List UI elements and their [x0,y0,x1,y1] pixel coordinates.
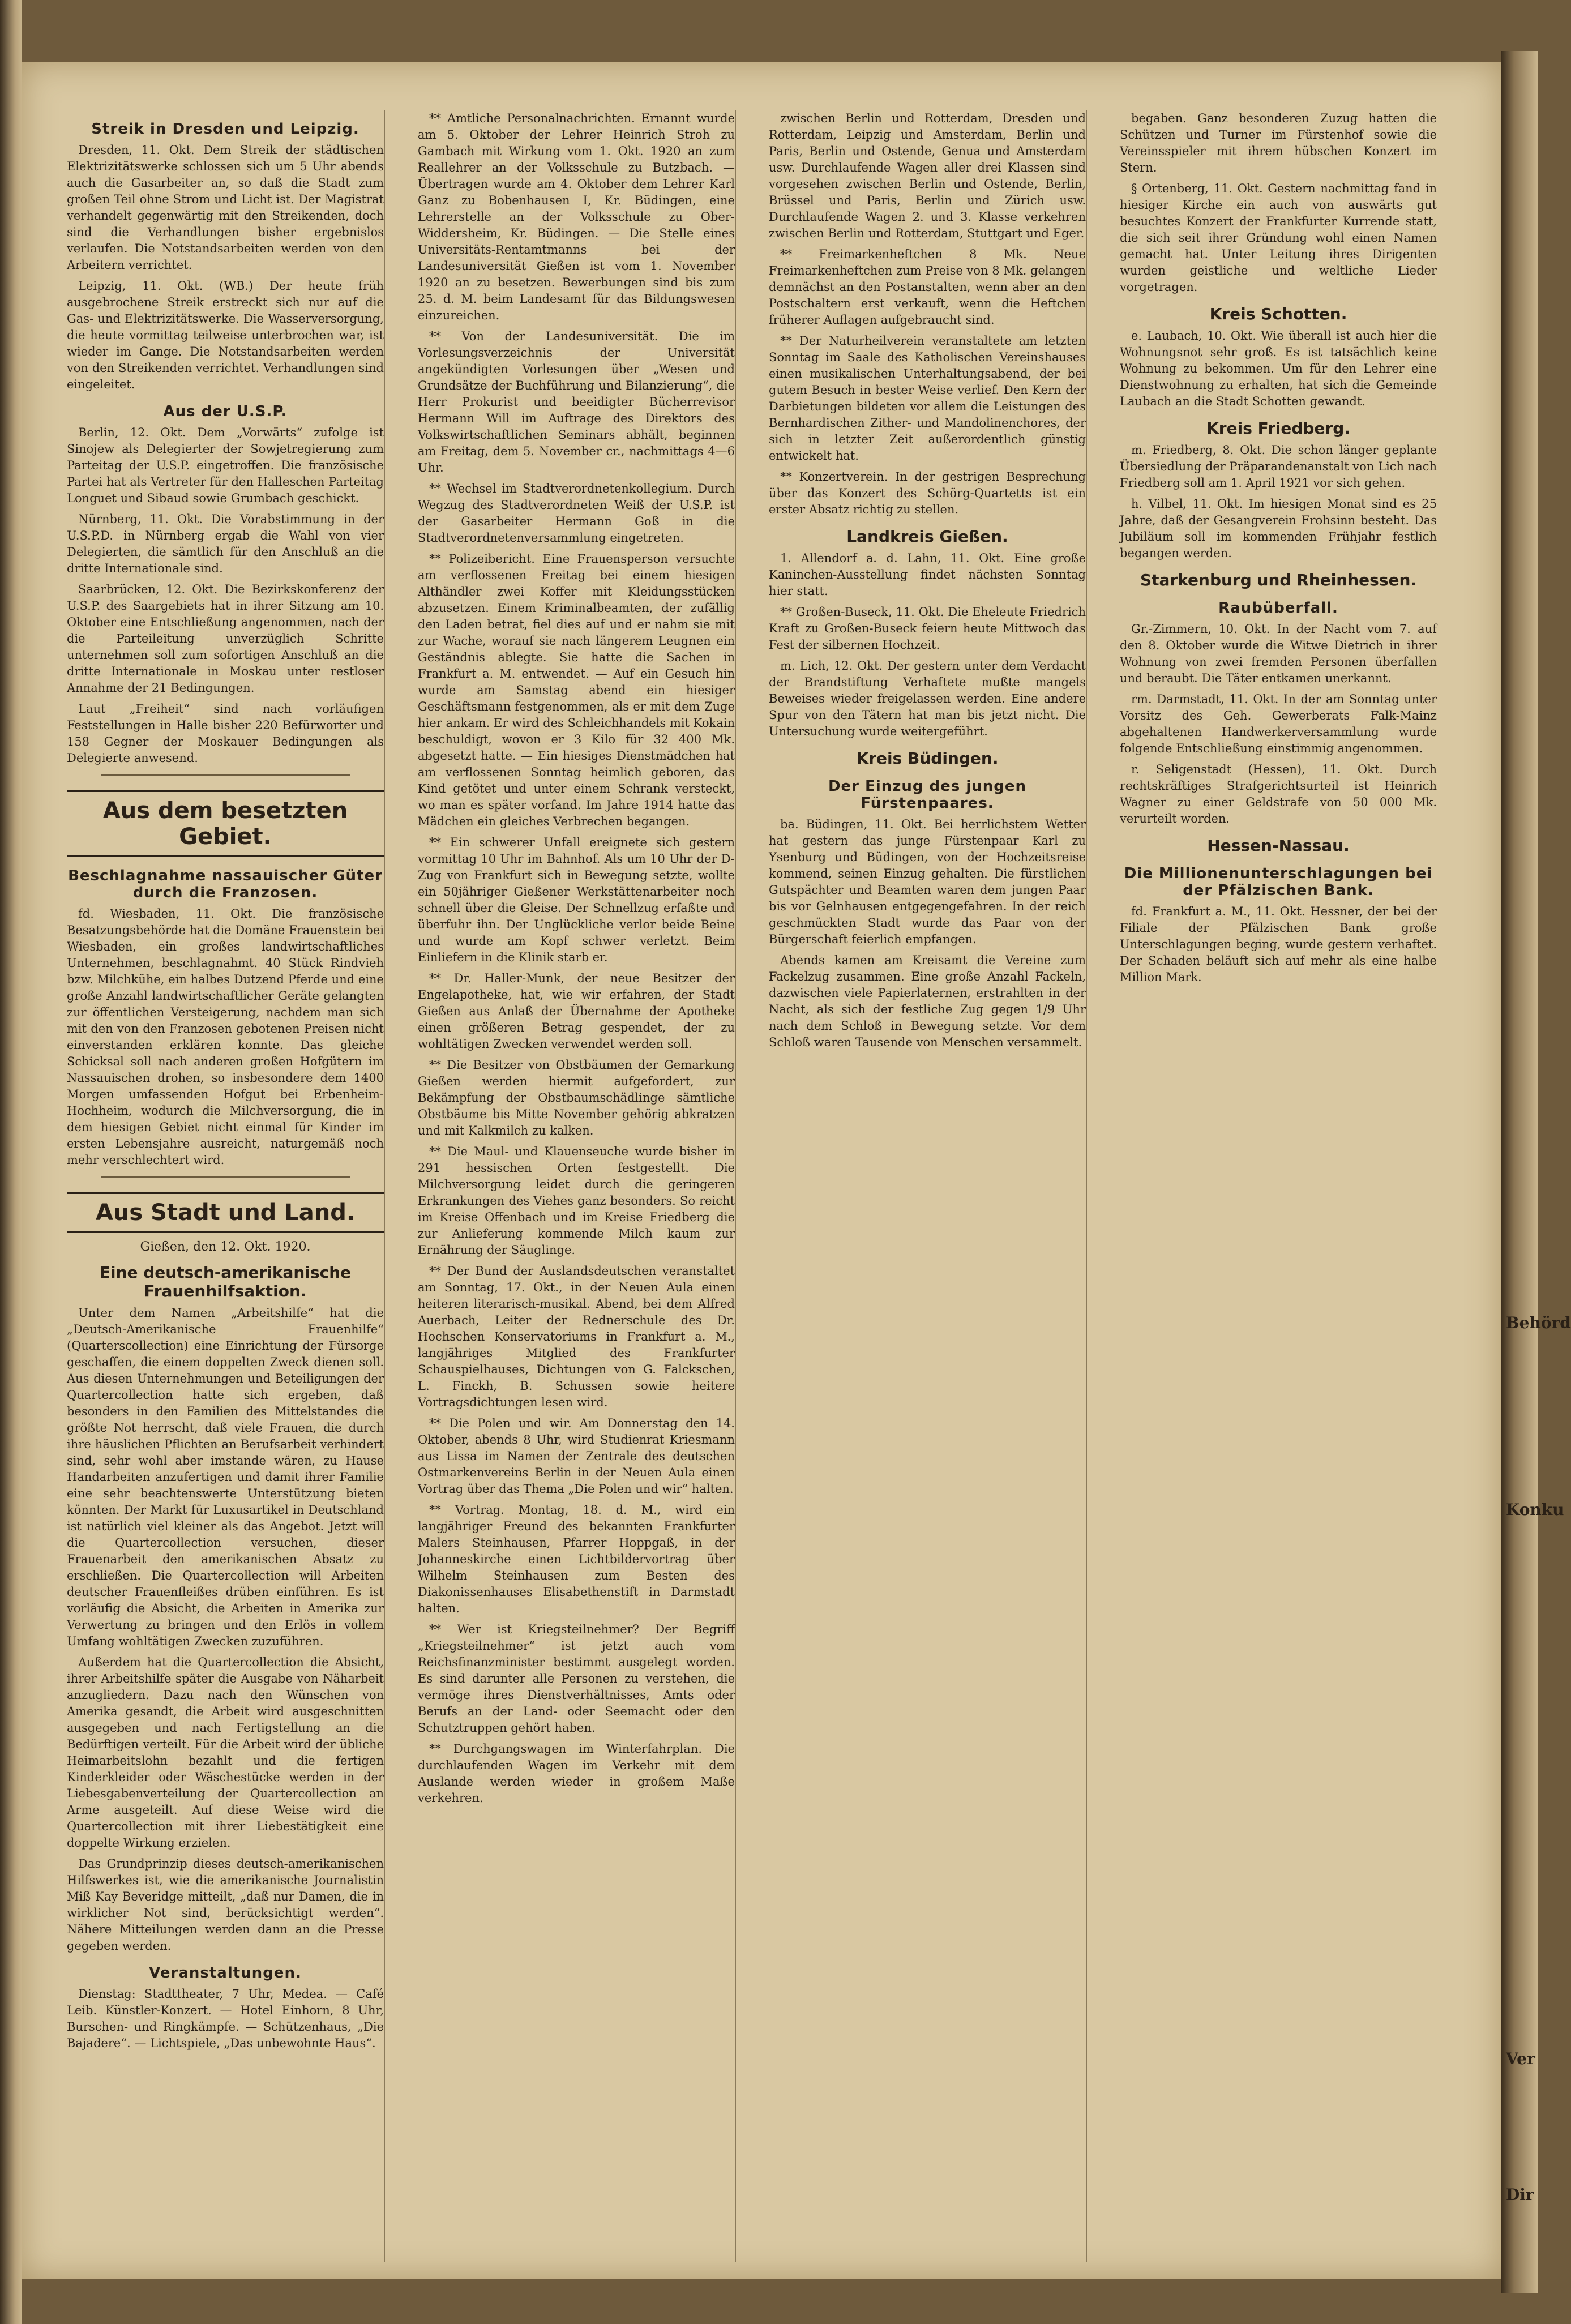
article-paragraph: ** Von der Landesuniversität. Die im Vorlesungsverzeichnis der Universität angekündigten Vorlesungen über „Wesen und Grundsätze der Buchführung und Bilanzierung“, die Herr Prokurist und beeidigter Bücherrevisor Hermann Will im Auftrage des Direktors des Volkswirtschaftlichen Seminars abhält, beginnen am Freitag, dem 5. November cr., nachmittags 4—6 Uhr. [418,329,735,474]
subsection-heading: Kreis Friedberg. [1206,419,1350,438]
subsection-heading: Kreis Schotten. [1209,305,1347,323]
article-paragraph: rm. Darmstadt, 11. Okt. In der am Sonntag unter Vorsitz des Geh. Gewerberats Falk-Mainz abgehaltenen Handwerkerversammlung wurde folgende Entschließung einstimmig angenommen. [1120,692,1437,755]
article-paragraph: ** Dr. Haller-Munk, der neue Besitzer der Engelapotheke, hat, wie wir erfahren, der Stadt Gießen aus Anlaß der Übernahme der Apotheke einen größeren Betrag gespendet, der zu wohltätigen Zwecken verwendet werden soll. [418,971,735,1051]
article-paragraph: m. Lich, 12. Okt. Der gestern unter dem Verdacht der Brandstiftung Verhaftete mußte mangels Beweises wieder freigelassen werden. Eine andere Spur von den Tätern hat man bis jetzt nicht. Die Untersuchung wurde weitergeführt. [769,659,1086,738]
column-divider [101,1176,350,1178]
article-paragraph: ** Amtliche Personalnachrichten. Ernannt wurde am 5. Oktober der Lehrer Heinrich Stroh zu Gambach mit Wirkung vom 1. Okt. 1920 an zum Reallehrer an der Volksschule zu Butzbach. — Übertragen wurde am 4. Oktober dem Lehrer Karl Ganz zu Bobenhausen I, Kr. Büdingen, eine Lehrerstelle an der Volksschule zu Ober-Widdersheim, Kr. Büdingen. — Die Stelle eines Universitäts-Rentamtmanns bei der Landesuniversität Gießen ist vom 1. November 1920 an zu besetzen. Bewerbungen sind bis zum 25. d. M. beim Landesamt für das Bildungswesen einzureichen. [418,112,735,322]
article-paragraph: Berlin, 12. Okt. Dem „Vorwärts“ zufolge ist Sinojew als Delegierter der Sowjetregierung zum Parteitag der U.S.P. eingetroffen. Die französische Partei hat als Vertreter für den Halleschen Parteitag Longuet und Sibaud sowie Grumbach geschickt. [67,426,384,505]
article-headline: Veranstaltungen. [149,1965,302,1981]
scan-left-edge [0,0,22,2324]
columns-container [67,110,1448,2262]
article-headline: Streik in Dresden und Leipzig. [91,121,359,138]
article-paragraph: ** Großen-Buseck, 11. Okt. Die Eheleute Friedrich Kraft zu Großen-Buseck feiern heute Mittwoch das Fest der silbernen Hochzeit. [769,605,1086,652]
article-paragraph: ** Polizeibericht. Eine Frauensperson versuchte am verflossenen Freitag bei einem hiesigen Althändler zwei Koffer mit Kleidungsstücken abzusetzen. Einem Kriminalbeamten, der zufällig den Laden betrat, fiel dies auf und er nahm sie mit zur Wache, worauf sie nach längerem Leugnen ein Geständnis ablegte. Sie hatte die Sachen in Frankfurt a. M. entwendet. — Auf ein Gesuch hin wurde am Samstag abend ein hiesiger Geschäftsmann festgenommen, als er mit dem Zuge hier ankam. Er wird des Schleichhandels mit Kokain beschuldigt, wovon er 3 Kilo für 32 400 Mk. abgesetzt hatte. — Ein hiesiges Dienstmädchen hat am verflossenen Sonntag heimlich geboren, das Kind getötet und unter einem Schrank versteckt, wo man es später vorfand. Im Jahre 1914 hatte das Mädchen ein gleiches Verbrechen begangen. [418,552,735,828]
adjacent-page-fragment: Dir [1506,2185,1534,2204]
article-paragraph: Dresden, 11. Okt. Dem Streik der städtischen Elektrizitätswerke schlossen sich um 5 Uhr abends auch die Gasarbeiter an, so daß die Stadt zum großen Teil ohne Strom und Licht ist. Der Magistrat verhandelt gegenwärtig mit den Streikenden, doch sind die Verhandlungen bisher ergebnislos verlaufen. Die Notstandsarbeiten werden von den Arbeitern verrichtet. [67,143,384,272]
article-paragraph: ** Konzertverein. In der gestrigen Besprechung über das Konzert des Schörg-Quartetts ist ein erster Absatz richtig zu stellen. [769,470,1086,516]
article-paragraph: ** Die Polen und wir. Am Donnerstag den 14. Oktober, abends 8 Uhr, wird Studienrat Kriesmann aus Lissa im Namen der Zentrale des deutschen Ostmarkenvereins Berlin in der Neuen Aula einen Vortrag über das Thema „Die Polen und wir“ halten. [418,1416,735,1496]
article-paragraph: r. Seligenstadt (Hessen), 11. Okt. Durch rechtskräftiges Strafgerichtsurteil ist Heinrich Wagner zu einer Geldstrafe von 50 000 Mk. verurteilt worden. [1120,763,1437,825]
article-paragraph: Gr.-Zimmern, 10. Okt. In der Nacht vom 7. auf den 8. Oktober wurde die Witwe Dietrich in ihrer Wohnung von zwei fremden Personen überfallen und beraubt. Die Täter entkamen unerkannt. [1120,622,1437,685]
subsection-heading: Starkenburg und Rheinhessen. [1140,571,1417,589]
section-heading: Aus Stadt und Land. [67,1192,384,1233]
article-paragraph: ** Vortrag. Montag, 18. d. M., wird ein langjähriger Freund des bekannten Frankfurter Malers Steinhausen, Pfarrer Hoppgaß, in der Johanneskirche einen Lichtbildervortrag über Wilhelm Steinhausen zum Besten des Diakonissenhauses Elisabethenstift in Darmstadt halten. [418,1503,735,1615]
article-paragraph: e. Laubach, 10. Okt. Wie überall ist auch hier die Wohnungsnot sehr groß. Es ist tatsächlich keine Wohnung zu bekommen. Um für den Lehrer eine Dienstwohnung zu erhalten, hat sich die Gemeinde Laubach an die Stadt Schotten gewandt. [1120,329,1437,408]
article-paragraph: ba. Büdingen, 11. Okt. Bei herrlichstem Wetter hat gestern das junge Fürstenpaar Karl zu Ysenburg und Büdingen, von der Hochzeitsreise kommend, seinen Einzug gehalten. Die fürstlichen Gutspächter und Beamten waren dem jungen Paar bis vor Gelnhausen entgegengefahren. In der reich geschmückten Stadt wurde das Paar von der Bürgerschaft feierlich empfangen. [769,818,1086,946]
article-paragraph: ** Die Maul- und Klauenseuche wurde bisher in 291 hessischen Orten festgestellt. Die Milchversorgung leidet durch die geringeren Erkrankungen des Viehes ganz besonders. So reicht im Kreise Offenbach und im Kreise Friedberg die zur Anlieferung kommende Milch kaum zur Ernährung der Säuglinge. [418,1145,735,1257]
dateline: Gießen, den 12. Okt. 1920. [140,1240,311,1254]
article-headline: Der Einzug des jungen Fürstenpaares. [828,778,1027,812]
article-paragraph: Dienstag: Stadttheater, 7 Uhr, Medea. — Café Leib. Künstler-Konzert. — Hotel Einhorn, 8 Uhr, Burschen- und Ringkämpfe. — Schützenhaus, „Die Bajadere“. — Lichtspiele, „Das unbewohnte Haus“. [67,1987,384,2050]
article-paragraph: zwischen Berlin und Rotterdam, Dresden und Rotterdam, Leipzig und Amsterdam, Berlin und Paris, Berlin und Ostende, Genua und Amsterdam usw. Durchlaufende Wagen aller drei Klassen sind vorgesehen zwischen Berlin und Ostende, Berlin, Brüssel und Paris, Berlin und Zürich usw. Durchlaufende Wagen 2. und 3. Klasse verkehren zwischen Berlin und Rotterdam, Stuttgart und Eger. [769,112,1086,240]
adjacent-page-fragment: Ver [1506,2049,1535,2068]
article-paragraph: fd. Wiesbaden, 11. Okt. Die französische Besatzungsbehörde hat die Domäne Frauenstein bei Wiesbaden, ein großes landwirtschaftliches Unternehmen, beschlagnahmt. 40 Stück Rindvieh bzw. Milchkühe, ein halbes Dutzend Pferde und eine große Anzahl landwirtschaftlicher Geräte gelangten zur öffentlichen Versteigerung, nachdem man sich mit den von den Franzosen gebotenen Preisen nicht einverstanden erklären konnte. Das gleiche Schicksal soll nach anderen großen Hofgütern im Nassauischen drohen, so insbesondere dem 1400 Morgen umfassenden Hofgut bei Erbenheim-Hochheim, wodurch die Milchversorgung, die in dem hiesigen Gebiet nicht einmal für Kinder im ersten Lebensjahre ausreicht, naturgemäß noch mehr verschlechtert wird. [67,907,384,1167]
subsection-heading: Landkreis Gießen. [846,527,1008,546]
article-headline: Raubüberfall. [1218,600,1338,617]
article-paragraph: Leipzig, 11. Okt. (WB.) Der heute früh ausgebrochene Streik erstreckt sich nur auf die Gas- und Elektrizitätswerke. Die Wasserversorgung, die heute vormittag teilweise unterbrochen war, ist wieder im Gange. Die Notstandsarbeiten werden von den Streikenden verrichtet. Verhandlungen sind eingeleitet. [67,279,384,391]
article-paragraph: ** Wer ist Kriegsteilnehmer? Der Begriff „Kriegsteilnehmer“ ist jetzt auch vom Reichsfinanzminister bestimmt ausgelegt worden. Es sind darunter alle Personen zu verstehen, die vermöge ihres Dienstverhältnisses, Amts oder Berufs an der Land- oder Seemacht oder den Schutztruppen gehört haben. [418,1623,735,1735]
subsection-heading: Kreis Büdingen. [856,749,999,768]
column-divider [101,774,350,776]
column-1 [67,110,385,2262]
article-paragraph: Außerdem hat die Quartercollection die Absicht, ihrer Arbeitshilfe später die Ausgabe von Näharbeit anzugliedern. Dazu nach den Wünschen von Amerika gesandt, die Arbeit wird ausgeschnitten ausgegeben und nach Fertigstellung an die Bedürftigen verteilt. Für die Arbeit wird der übliche Heimarbeitslohn bezahlt und die fertigen Kinderkleider oder Wäschestücke werden in der Liebesgabenverteilung der Quartercollection an Arme ausgeteilt. Auf diese Weise wird die Quartercollection mit ihrer Liebestätigkeit eine doppelte Wirkung erzielen. [67,1655,384,1850]
article-paragraph: Unter dem Namen „Arbeitshilfe“ hat die „Deutsch-Amerikanische Frauenhilfe“ (Quarterscollection) eine Einrichtung der Fürsorge geschaffen, die einem doppelten Zweck dienen soll. Aus diesen Unternehmungen und Beteiligungen der Quartercollection hatte sich ergeben, daß besonders in den Familien des Mittelstandes die größte Not herrscht, daß viele Frauen, die durch ihre häuslichen Pflichten an Berufsarbeit verhindert sind, sehr wohl aber imstande wären, zu Hause Handarbeiten anzufertigen und damit ihrer Familie eine sehr beachtenswerte Unterstützung bieten könnten. Der Markt für Luxusartikel in Deutschland ist natürlich viel kleiner als das Angebot. Jetzt will die Quartercollection versuchen, dieser Frauenarbeit den amerikanischen Absatz zu erschließen. Die Quartercollection will Arbeiten deutscher Frauenfleißes drüben einführen. Es ist vorläufig die Absicht, die Arbeiten in Amerika zur Verwertung zu bringen und den Erlös in vollem Umfang wohltätigen Zwecken zuzuführen. [67,1306,384,1648]
section-heading: Aus dem besetzten Gebiet. [67,790,384,857]
column-2 [418,110,736,2262]
adjacent-page-edge [1501,51,1571,2293]
article-paragraph: m. Friedberg, 8. Okt. Die schon länger geplante Übersiedlung der Präparandenanstalt von Lich nach Friedberg soll am 1. April 1921 vor sich gehen. [1120,443,1437,490]
article-paragraph: Laut „Freiheit“ sind nach vorläufigen Feststellungen in Halle bisher 220 Befürworter und 158 Gegner der Moskauer Bedingungen als Delegierte anwesend. [67,702,384,765]
article-paragraph: 1. Allendorf a. d. Lahn, 11. Okt. Eine große Kaninchen-Ausstellung findet nächsten Sonntag hier statt. [769,551,1086,598]
article-paragraph: begaben. Ganz besonderen Zuzug hatten die Schützen und Turner im Fürstenhof sowie die Vereinsspieler mit ihrem hübschen Konzert im Stern. [1120,112,1437,174]
article-paragraph: h. Vilbel, 11. Okt. Im hiesigen Monat sind es 25 Jahre, daß der Gesangverein Frohsinn besteht. Das Jubiläum soll im kommenden Frühjahr festlich begangen werden. [1120,497,1437,560]
article-paragraph: ** Freimarkenheftchen 8 Mk. Neue Freimarkenheftchen zum Preise von 8 Mk. gelangen demnächst an den Postanstalten, wenn aber an den Postschaltern erst verkauft, wenn die Heftchen früherer Auflagen aufgebraucht sind. [769,247,1086,327]
column-3 [769,110,1087,2262]
article-paragraph: Abends kamen am Kreisamt die Vereine zum Fackelzug zusammen. Eine große Anzahl Fackeln, dazwischen viele Papierlaternen, erstrahlten in der Nacht, als sich der festliche Zug gegen 1/9 Uhr nach dem Schloß in Bewegung setzte. Vor dem Schloß waren Tausende von Menschen versammelt. [769,953,1086,1049]
subsection-heading: Eine deutsch-amerikanische Frauenhilfsaktion. [99,1263,352,1300]
article-paragraph: Saarbrücken, 12. Okt. Die Bezirkskonferenz der U.S.P. des Saargebiets hat in ihrer Sitzung am 10. Oktober eine Entschließung angenommen, nach der die Parteileitung unverzüglich Schritte unternehmen soll zum sofortigen Anschluß an die dritte Internationale in Moskau unter restloser Annahme der 21 Bedingungen. [67,583,384,695]
article-headline: Die Millionenunterschlagungen bei der Pfälzischen Bank. [1124,865,1433,899]
article-paragraph: fd. Frankfurt a. M., 11. Okt. Hessner, der bei der Filiale der Pfälzischen Bank große Unterschlagungen beging, wurde gestern verhaftet. Der Schaden beläuft sich auf mehr als eine halbe Million Mark. [1120,905,1437,984]
article-paragraph: Das Grundprinzip dieses deutsch-amerikanischen Hilfswerkes ist, wie die amerikanische Journalistin Miß Kay Beveridge mitteilt, „daß nur Damen, die in wirklicher Not sind, berücksichtigt werden“. Nähere Mitteilungen werden dann an die Presse gegeben werden. [67,1857,384,1953]
article-paragraph: ** Ein schwerer Unfall ereignete sich gestern vormittag 10 Uhr im Bahnhof. Als um 10 Uhr der D-Zug von Frankfurt sich in Bewegung setzte, wollte ein 50jähriger Gießener Werkstättenarbeiter noch schnell über die Gleise. Der Schnellzug erfaßte und überfuhr ihn. Der Unglückliche verlor beide Beine und wurde am Kopf schwer verletzt. Beim Einliefern in die Klinik starb er. [418,836,735,964]
adjacent-page-fragment: Konku [1506,1500,1564,1519]
article-paragraph: ** Wechsel im Stadtverordnetenkollegium. Durch Wegzug des Stadtverordneten Weiß der U.S.P. ist der Gasarbeiter Hermann Goß in die Stadtverordnetenversammlung eingetreten. [418,482,735,545]
newspaper-page [22,62,1501,2279]
subsection-heading: Hessen-Nassau. [1207,836,1350,855]
article-paragraph: ** Der Bund der Auslandsdeutschen veranstaltet am Sonntag, 17. Okt., in der Neuen Aula einen heiteren literarisch-musikal. Abend, bei dem Alfred Auerbach, Leiter der Rednerschule des Dr. Hochschen Konservatoriums in Frankfurt a. M., langjähriges Mitglied des Frankfurter Schauspielhauses, Dichtungen von G. Falckschen, L. Finckh, B. Schussen sowie heitere Vortragsdichtungen lesen wird. [418,1264,735,1409]
adjacent-page-fragment: Behörd [1506,1313,1571,1332]
article-paragraph: § Ortenberg, 11. Okt. Gestern nachmittag fand in hiesiger Kirche ein auch von auswärts gut besuchtes Konzert der Frankfurter Kurrende statt, die sich seit ihrer Gründung wohl einen Namen gemacht hat. Unter Leitung ihres Dirigenten wurden geistliche und weltliche Lieder vorgetragen. [1120,182,1437,294]
article-paragraph: Nürnberg, 11. Okt. Die Vorabstimmung in der U.S.P.D. in Nürnberg ergab die Wahl von vier Delegierten, die sämtlich für den Anschluß an die dritte Internationale sind. [67,512,384,575]
article-headline: Aus der U.S.P. [163,403,288,420]
article-paragraph: ** Durchgangswagen im Winterfahrplan. Die durchlaufenden Wagen im Verkehr mit dem Auslande werden wieder in großem Maße verkehren. [418,1742,735,1805]
article-headline: Beschlagnahme nassauischer Güter durch die Franzosen. [68,867,383,901]
article-paragraph: ** Die Besitzer von Obstbäumen der Gemarkung Gießen werden hiermit aufgefordert, zur Bekämpfung der Obstbaumschädlinge sämtliche Obstbäume bis Mitte November gehörig abkratzen und mit Kalkmilch zu kalken. [418,1058,735,1137]
column-4 [1120,110,1437,2262]
article-paragraph: ** Der Naturheilverein veranstaltete am letzten Sonntag im Saale des Katholischen Vereinshauses einen musikalischen Unterhaltungsabend, der bei gutem Besuch in bester Weise verlief. Den Kern der Darbietungen bildeten vor allem die Leistungen des Bernhardischen Zither- und Mandolinenchores, der sich in letzter Zeit außerordentlich günstig entwickelt hat. [769,334,1086,463]
